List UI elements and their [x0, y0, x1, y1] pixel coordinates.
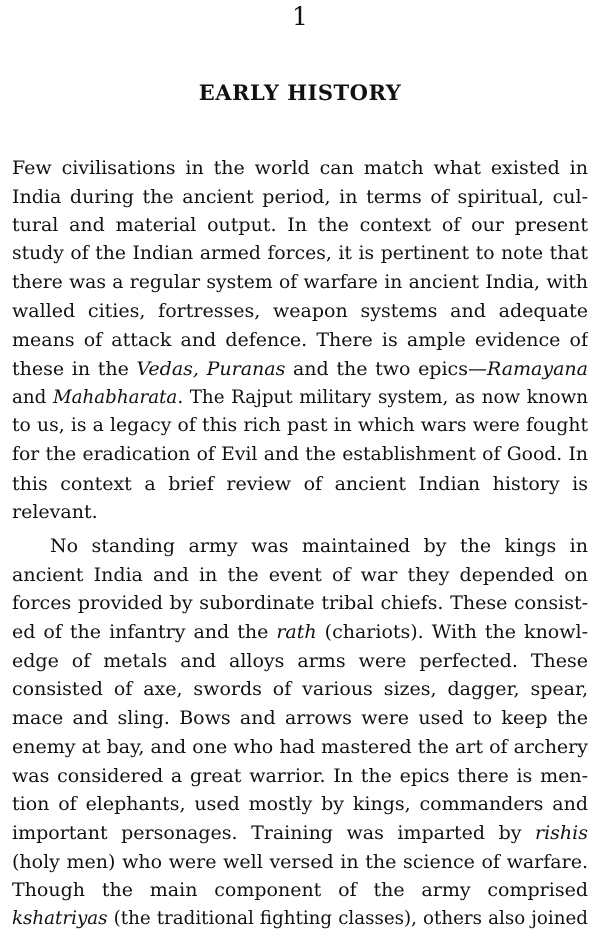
- text-run: ed of the infantry and the: [12, 621, 277, 644]
- text-line: forces provided by subordinate tribal chiefs. These consist-: [12, 592, 588, 615]
- text-line: edge of metals and alloys arms were perfected. These: [12, 649, 588, 672]
- text-line: to us, is a legacy of this rich past in which wars were fought: [12, 415, 588, 437]
- text-run: and: [12, 386, 53, 408]
- chapter-title: EARLY HISTORY: [198, 80, 402, 105]
- text-run: (chariots). With the knowl-: [316, 621, 588, 644]
- paragraph-2: [0, 532, 600, 934]
- italic-term: rishis: [535, 821, 588, 844]
- text-line: mace and sling. Bows and arrows were used to keep the: [12, 707, 588, 730]
- text-run: . The Rajput military system, as now known: [177, 386, 588, 408]
- text-line: Though the main component of the army comprised: [12, 879, 588, 902]
- text-line: there was a regular system of warfare in ancient India, with: [12, 271, 588, 293]
- text-line: [12, 905, 588, 934]
- text-line: consisted of axe, swords of various sizes, dagger, spear,: [12, 678, 588, 701]
- text-line: relevant.: [12, 501, 98, 524]
- text-line: study of the Indian armed forces, it is pertinent to note that: [12, 243, 588, 265]
- text-run: important personages. Training was imparted by: [12, 821, 536, 844]
- text-line: India during the ancient period, in terms of spiritual, cul-: [12, 185, 588, 208]
- text-line: [12, 819, 588, 848]
- text-line: for the eradication of Evil and the establishment of Good. In: [12, 443, 588, 465]
- text-run: and the two epics—: [285, 357, 487, 380]
- italic-term: kshatriyas: [12, 907, 108, 929]
- paragraph-1: [0, 154, 600, 527]
- text-line: [12, 618, 588, 647]
- text-line: enemy at bay, and one who had mastered the art of archery: [12, 735, 588, 758]
- text-line: [12, 384, 588, 413]
- text-line: tural and material output. In the context of our present: [12, 214, 588, 237]
- text-line: No standing army was maintained by the kings in: [50, 535, 588, 557]
- italic-term: Mahabharata: [52, 386, 178, 408]
- text-line: was considered a great warrior. In the epics there is men-: [12, 764, 588, 787]
- text-line: means of attack and defence. There is ample evidence of: [12, 329, 588, 352]
- text-run: (the traditional fighting classes), others also joined: [107, 907, 588, 929]
- text-line: walled cities, fortresses, weapon systems and adequate: [12, 300, 588, 323]
- italic-term: rath: [276, 621, 317, 644]
- text-line: [12, 355, 588, 384]
- chapter-number: 1: [292, 2, 308, 31]
- text-line: this context a brief review of ancient Indian history is: [12, 472, 588, 495]
- text-line: tion of elephants, used mostly by kings, commanders and: [12, 793, 588, 816]
- text-line: (holy men) who were well versed in the science of warfare.: [12, 850, 588, 873]
- italic-term: Vedas, Puranas: [136, 357, 286, 380]
- text-run: these in the: [12, 357, 137, 380]
- text-line: ancient India and in the event of war they depended on: [12, 563, 588, 586]
- text-line: Few civilisations in the world can match what existed in: [12, 157, 588, 179]
- italic-term: Ramayana: [486, 357, 588, 380]
